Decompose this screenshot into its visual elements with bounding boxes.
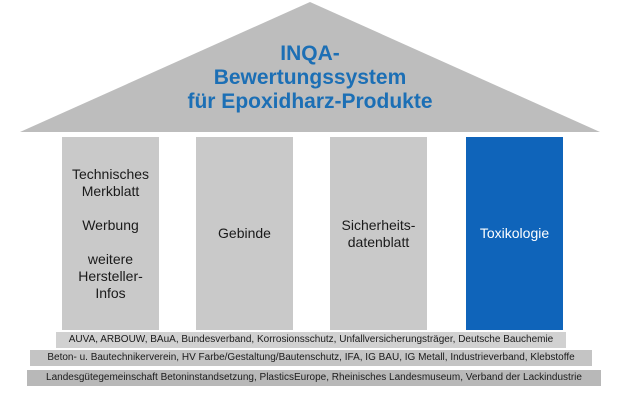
pillar-toxikologie xyxy=(466,137,563,330)
foundation-bar-2: Beton- u. Bautechnikerverein, HV Farbe/Gestaltung/Bautenschutz, IFA, IG BAU, IG Metall, Industrieverband, Klebstoffe xyxy=(30,350,592,366)
pillar-1-line-8: Infos xyxy=(95,284,126,301)
pillar-sicherheitsdatenblatt xyxy=(330,137,427,330)
pillar-3-line-1: Sicherheits- xyxy=(341,216,416,233)
pillar-1-line-7: Hersteller- xyxy=(78,267,143,284)
pillar-gebinde xyxy=(196,137,293,330)
pillar-1-line-6: weitere xyxy=(87,250,134,267)
pillar-2-line-1: Gebinde xyxy=(218,225,271,241)
pillar-technisches-merkblatt xyxy=(62,137,159,330)
roof-title-line-1: INQA- xyxy=(280,42,340,65)
pillar-3-line-2: datenblatt xyxy=(347,233,410,250)
foundation-bar-3: Landesgütegemeinschaft Betoninstandsetzung, PlasticsEurope, Rheinisches Landesmuseum, Verband der Lackindustrie xyxy=(27,370,601,386)
pillar-1-line-4: Werbung xyxy=(82,216,139,233)
roof-title-line-2: Bewertungssystem xyxy=(213,66,407,89)
roof-title-line-3: für Epoxidharz-Produkte xyxy=(187,90,433,113)
roof-title xyxy=(170,42,450,114)
pillar-1-line-1: Technisches xyxy=(71,165,150,182)
foundation-bar-1: AUVA, ARBOUW, BAuA, Bundesverband, Korrosionsschutz, Unfallversicherungsträger, Deutsche Bauchemie xyxy=(56,332,566,348)
pillar-1-line-2: Merkblatt xyxy=(81,182,140,199)
pillar-4-line-1: Toxikologie xyxy=(479,225,550,241)
